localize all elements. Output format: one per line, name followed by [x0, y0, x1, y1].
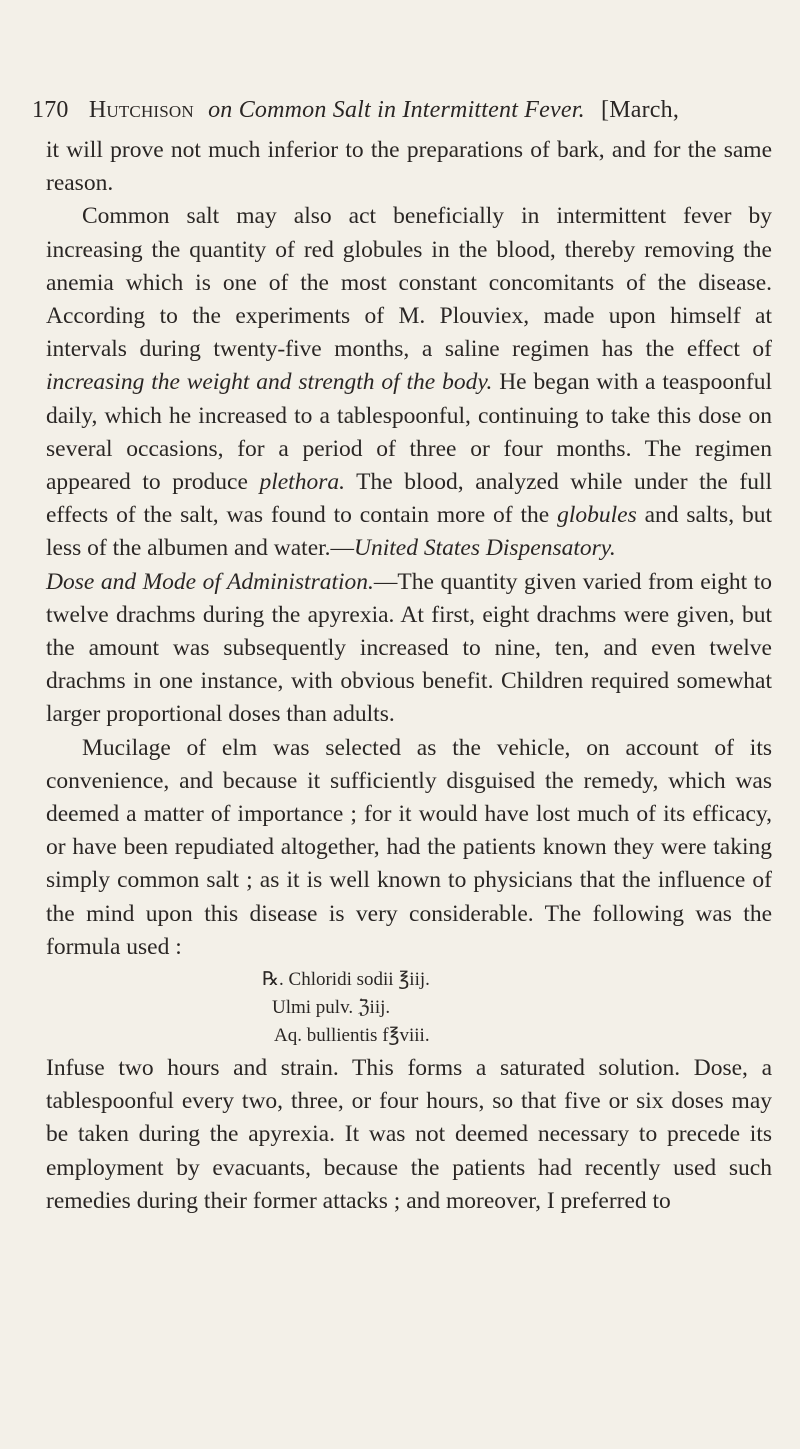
prescription-formula — [262, 966, 772, 1050]
running-head-title: on Common Salt in Intermittent Fever. — [208, 97, 585, 123]
running-head — [32, 92, 772, 128]
running-head-author: Hutchison — [88, 97, 194, 123]
emphasis-weight-strength: increasing the weight and strength of the body. — [46, 369, 493, 396]
paragraph-infuse: Infuse two hours and strain. This forms a saturated solution. Dose, a tablespoonful every two, three, or four hours, so that five or six doses may be taken during the apyrexia. It was not deemed necessary to precede its employment by evacuants, because the patients had recently used such remedies during their former attacks ; and moreover, I preferred to — [46, 1055, 772, 1214]
paragraph-dose: Dose and Mode of Administration.—The quantity given varied from eight to twelve drachms during the apyrexia. At first, eight drachms were given, but the amount was subsequently increased to nine, ten, and even twelve drachms in one instance, with obvious benefit. Children required somewhat larger proportional doses than adults. — [46, 568, 772, 728]
running-head-date: [March, — [601, 97, 680, 123]
emphasis-globules: globules — [557, 502, 637, 529]
formula-line: Ulmi pulv. ℨiij. — [272, 997, 391, 1019]
paragraph-continuation: it will prove not much inferior to the preparations of bark, and for the same reason. — [46, 137, 772, 197]
formula-line: ℞. Chloridi sodii ℥iij. — [262, 969, 430, 991]
paragraph-mucilage: Mucilage of elm was selected as the vehicle, on account of its convenience, and because it sufficiently disguised the remedy, which was deemed a matter of importance ; for it would have lost much of its efficacy, or have been repudiated altogether, had the patients known they were taking simply common salt ; as it is well known to physicians that the influence of the mind upon this disease is very considerable. The following was the formula used : — [46, 734, 772, 960]
paragraph-salt-globules: Common salt may also act beneficially in intermittent fever by increasing the quantity of red globules in the blood, thereby removing the anemia which is one of the most constant concomitants of the disease. According to the experiments of M. Plouviex, made upon himself at intervals during twenty-five months, a saline regimen has the effect of increasing the weight and strength of the body. He began with a teaspoonful daily, which he increased to a tablespoonful, continuing to take this dose on several occasions, for a period of three or four months. The regimen appeared to produce plethora. The blood, analyzed while under the full effects of the salt, was found to contain more of the globules and salts, but less of the albumen and water.—United States Dispensatory. — [46, 203, 773, 562]
section-heading-dose: Dose and Mode of Administration. — [46, 568, 374, 595]
formula-line: Aq. bullientis f℥viii. — [274, 1025, 430, 1047]
page-number: 170 — [32, 97, 69, 123]
citation-dispensatory: United States Dispensatory. — [354, 535, 616, 562]
emphasis-plethora: plethora. — [259, 469, 345, 496]
article-body — [46, 134, 772, 1218]
